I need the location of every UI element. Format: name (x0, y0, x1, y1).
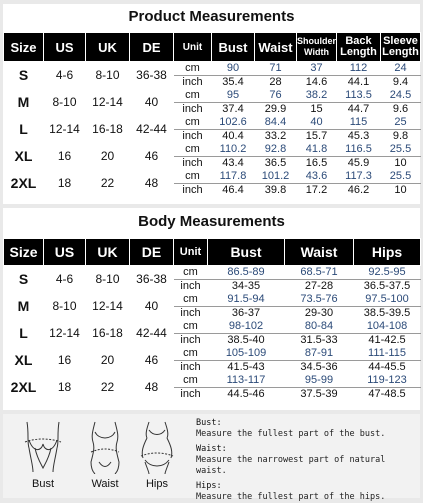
size-row-cm (4, 374, 421, 388)
cm-value-cell: 43.6 (297, 170, 337, 184)
measuring-guide (3, 414, 420, 502)
cm-value-cell: 37 (297, 62, 337, 76)
cm-value-cell: 68.5-71 (285, 266, 354, 280)
size-row-cm (4, 293, 421, 307)
header-unit: Unit (174, 33, 212, 62)
cm-value-cell: 73.5-76 (285, 293, 354, 307)
size-cell: M (17, 298, 30, 314)
header-sleeve-length: Sleeve Length (381, 33, 421, 62)
body-measurements-card (3, 208, 420, 410)
cm-value-cell: 25.5 (381, 143, 421, 157)
inch-value-cell: 33.2 (264, 130, 287, 142)
unit-inch-cell: inch (180, 361, 201, 373)
header-shoulder-width: Shoulder Width (297, 33, 337, 62)
unit-inch-cell: inch (180, 307, 201, 319)
waist-note-heading: Waist: (196, 444, 227, 454)
header-size: Size (4, 33, 44, 62)
cm-value-cell: 95 (212, 89, 255, 103)
inch-value-cell: 27-28 (304, 280, 334, 292)
cm-value-cell: 117.8 (212, 170, 255, 184)
hips-note-heading: Hips: (196, 481, 222, 491)
unit-cm-cell: cm (174, 347, 208, 361)
inch-value-cell: 43.4 (222, 157, 244, 169)
cm-value-cell: 40 (297, 116, 337, 130)
uk-size-cell: 16-18 (92, 122, 123, 136)
cm-value-cell: 112 (337, 62, 381, 76)
cm-value-cell: 119-123 (354, 374, 421, 388)
size-row-cm (4, 170, 421, 184)
inch-value-cell: 15 (310, 103, 323, 115)
de-size-cell: 48 (144, 380, 159, 394)
size-cell: S (18, 67, 29, 83)
body-table-body (4, 266, 421, 402)
de-size-cell: 40 (144, 299, 159, 313)
product-measurements-table (3, 32, 421, 197)
cm-value-cell: 111-115 (354, 347, 421, 361)
cm-value-cell: 41.8 (297, 143, 337, 157)
unit-inch-cell: inch (182, 130, 203, 142)
unit-cm-cell: cm (174, 293, 208, 307)
us-size-cell: 4-6 (55, 272, 74, 286)
cm-value-cell: 113-117 (208, 374, 285, 388)
inch-value-cell: 17.2 (305, 184, 328, 196)
inch-value-cell: 46.2 (347, 184, 370, 196)
inch-value-cell: 40.4 (222, 130, 244, 142)
inch-value-cell: 29-30 (304, 307, 334, 319)
us-size-cell: 12-14 (49, 326, 80, 340)
us-size-cell: 16 (57, 149, 72, 163)
size-cell: L (19, 121, 28, 137)
unit-cm-cell: cm (174, 143, 212, 157)
product-measurements-title: Product Measurements (128, 8, 295, 25)
cm-value-cell: 97.5-100 (354, 293, 421, 307)
inch-value-cell: 44.7 (347, 103, 370, 115)
unit-inch-cell: inch (180, 334, 201, 346)
us-size-cell: 8-10 (52, 299, 77, 313)
size-cell: L (19, 325, 28, 341)
de-size-cell: 48 (144, 176, 159, 190)
cm-value-cell: 116.5 (337, 143, 381, 157)
inch-value-cell: 38.5-39.5 (363, 307, 411, 319)
cm-value-cell: 104-108 (354, 320, 421, 334)
cm-value-cell: 25 (381, 116, 421, 130)
cm-value-cell: 86.5-89 (208, 266, 285, 280)
us-size-cell: 18 (57, 380, 72, 394)
inch-value-cell: 44.5-46 (227, 388, 265, 400)
de-size-cell: 42-44 (136, 122, 167, 136)
unit-cm-cell: cm (174, 266, 208, 280)
measuring-notes (196, 418, 420, 503)
inch-value-cell: 36-37 (231, 307, 261, 319)
cm-value-cell: 38.2 (297, 89, 337, 103)
cm-value-cell: 98-102 (208, 320, 285, 334)
cm-value-cell: 25.5 (381, 170, 421, 184)
de-size-cell: 36-38 (136, 272, 167, 286)
cm-value-cell: 92.5-95 (354, 266, 421, 280)
inch-value-cell: 34.5-36 (300, 361, 338, 373)
uk-size-cell: 12-14 (92, 95, 123, 109)
bust-note-heading: Bust: (196, 418, 222, 428)
inch-value-cell: 36.5 (264, 157, 287, 169)
de-size-cell: 42-44 (136, 326, 167, 340)
product-measurements-card (3, 4, 420, 204)
uk-size-cell: 20 (100, 149, 115, 163)
unit-cm-cell: cm (174, 116, 212, 130)
unit-cm-cell: cm (174, 89, 212, 103)
product-table-body (4, 62, 421, 198)
cm-value-cell: 102.6 (212, 116, 255, 130)
inch-value-cell: 10 (394, 184, 407, 196)
size-cell: XL (14, 352, 33, 368)
body-header-row (4, 239, 421, 266)
size-row-cm (4, 62, 421, 76)
cm-value-cell: 115 (337, 116, 381, 130)
size-row-cm (4, 116, 421, 130)
size-row-cm (4, 266, 421, 280)
header-waist: Waist (255, 33, 297, 62)
cm-value-cell: 95-99 (285, 374, 354, 388)
unit-inch-cell: inch (182, 184, 203, 196)
unit-cm-cell: cm (174, 320, 208, 334)
inch-value-cell: 45.3 (347, 130, 370, 142)
bust-note-text: Measure the fullest part of the bust. (196, 429, 386, 439)
de-size-cell: 46 (144, 353, 159, 367)
inch-value-cell: 34-35 (231, 280, 261, 292)
inch-value-cell: 38.5-40 (227, 334, 265, 346)
size-row-cm (4, 320, 421, 334)
inch-value-cell: 41-42.5 (368, 334, 406, 346)
waist-figure-icon (79, 418, 131, 474)
header-back-length: Back Length (337, 33, 381, 62)
header-uk: UK (86, 239, 130, 266)
header-de: DE (130, 33, 174, 62)
inch-value-cell: 36.5-37.5 (363, 280, 411, 292)
cm-value-cell: 76 (255, 89, 297, 103)
de-size-cell: 36-38 (136, 68, 167, 82)
header-size: Size (4, 239, 44, 266)
uk-size-cell: 12-14 (92, 299, 123, 313)
size-cell: 2XL (10, 379, 37, 395)
cm-value-cell: 24 (381, 62, 421, 76)
inch-value-cell: 9.8 (392, 130, 409, 142)
de-size-cell: 40 (144, 95, 159, 109)
bust-figure-icon (17, 418, 69, 474)
uk-size-cell: 20 (100, 353, 115, 367)
inch-value-cell: 16.5 (305, 157, 328, 169)
inch-value-cell: 44-45.5 (368, 361, 406, 373)
product-header-row (4, 33, 421, 62)
inch-value-cell: 47-48.5 (368, 388, 406, 400)
bust-figure-label: Bust (31, 478, 54, 490)
us-size-cell: 18 (57, 176, 72, 190)
cm-value-cell: 117.3 (337, 170, 381, 184)
inch-value-cell: 37.5-39 (300, 388, 338, 400)
unit-cm-cell: cm (174, 374, 208, 388)
cm-value-cell: 87-91 (285, 347, 354, 361)
cm-value-cell: 71 (255, 62, 297, 76)
inch-value-cell: 28 (269, 76, 282, 88)
inch-value-cell: 46.4 (222, 184, 244, 196)
inch-value-cell: 44.1 (347, 76, 370, 88)
hips-figure-icon (131, 418, 183, 474)
header-waist: Waist (285, 239, 354, 266)
header-uk: UK (86, 33, 130, 62)
inch-value-cell: 15.7 (305, 130, 328, 142)
cm-value-cell: 84.4 (255, 116, 297, 130)
header-bust: Bust (212, 33, 255, 62)
uk-size-cell: 8-10 (95, 68, 120, 82)
inch-value-cell: 37.4 (222, 103, 244, 115)
us-size-cell: 8-10 (52, 95, 77, 109)
header-bust: Bust (208, 239, 285, 266)
cm-value-cell: 101.2 (255, 170, 297, 184)
uk-size-cell: 16-18 (92, 326, 123, 340)
header-de: DE (130, 239, 174, 266)
cm-value-cell: 24.5 (381, 89, 421, 103)
cm-value-cell: 110.2 (212, 143, 255, 157)
unit-inch-cell: inch (180, 280, 201, 292)
unit-cm-cell: cm (174, 62, 212, 76)
size-row-cm (4, 89, 421, 103)
cm-value-cell: 80-84 (285, 320, 354, 334)
cm-value-cell: 91.5-94 (208, 293, 285, 307)
inch-value-cell: 14.6 (305, 76, 328, 88)
uk-size-cell: 22 (100, 176, 115, 190)
body-measurements-title: Body Measurements (138, 213, 285, 230)
uk-size-cell: 22 (100, 380, 115, 394)
cm-value-cell: 113.5 (337, 89, 381, 103)
size-cell: S (18, 271, 29, 287)
inch-value-cell: 31.5-33 (300, 334, 338, 346)
waist-figure-label: Waist (91, 478, 119, 490)
inch-value-cell: 35.4 (222, 76, 244, 88)
unit-cm-cell: cm (174, 170, 212, 184)
hips-figure-label: Hips (145, 478, 168, 490)
inch-value-cell: 39.8 (264, 184, 287, 196)
unit-inch-cell: inch (182, 76, 203, 88)
inch-value-cell: 41.5-43 (227, 361, 265, 373)
header-unit: Unit (174, 239, 208, 266)
cm-value-cell: 105-109 (208, 347, 285, 361)
waist-note-text: Measure the narrowest part of natural waist. (196, 455, 386, 476)
unit-inch-cell: inch (180, 388, 201, 400)
inch-value-cell: 9.4 (392, 76, 409, 88)
inch-value-cell: 10 (394, 157, 407, 169)
unit-inch-cell: inch (182, 103, 203, 115)
size-row-cm (4, 347, 421, 361)
uk-size-cell: 8-10 (95, 272, 120, 286)
inch-value-cell: 9.6 (392, 103, 409, 115)
header-us: US (44, 33, 86, 62)
us-size-cell: 16 (57, 353, 72, 367)
hips-note-text: Measure the fullest part of the hips. (196, 492, 386, 502)
unit-inch-cell: inch (182, 157, 203, 169)
inch-value-cell: 29.9 (264, 103, 287, 115)
de-size-cell: 46 (144, 149, 159, 163)
size-cell: XL (14, 148, 33, 164)
size-cell: 2XL (10, 175, 37, 191)
header-us: US (44, 239, 86, 266)
us-size-cell: 12-14 (49, 122, 80, 136)
size-row-cm (4, 143, 421, 157)
cm-value-cell: 90 (212, 62, 255, 76)
size-cell: M (17, 94, 30, 110)
us-size-cell: 4-6 (55, 68, 74, 82)
header-hips: Hips (354, 239, 421, 266)
inch-value-cell: 45.9 (347, 157, 370, 169)
cm-value-cell: 92.8 (255, 143, 297, 157)
body-measurements-table (3, 238, 421, 401)
